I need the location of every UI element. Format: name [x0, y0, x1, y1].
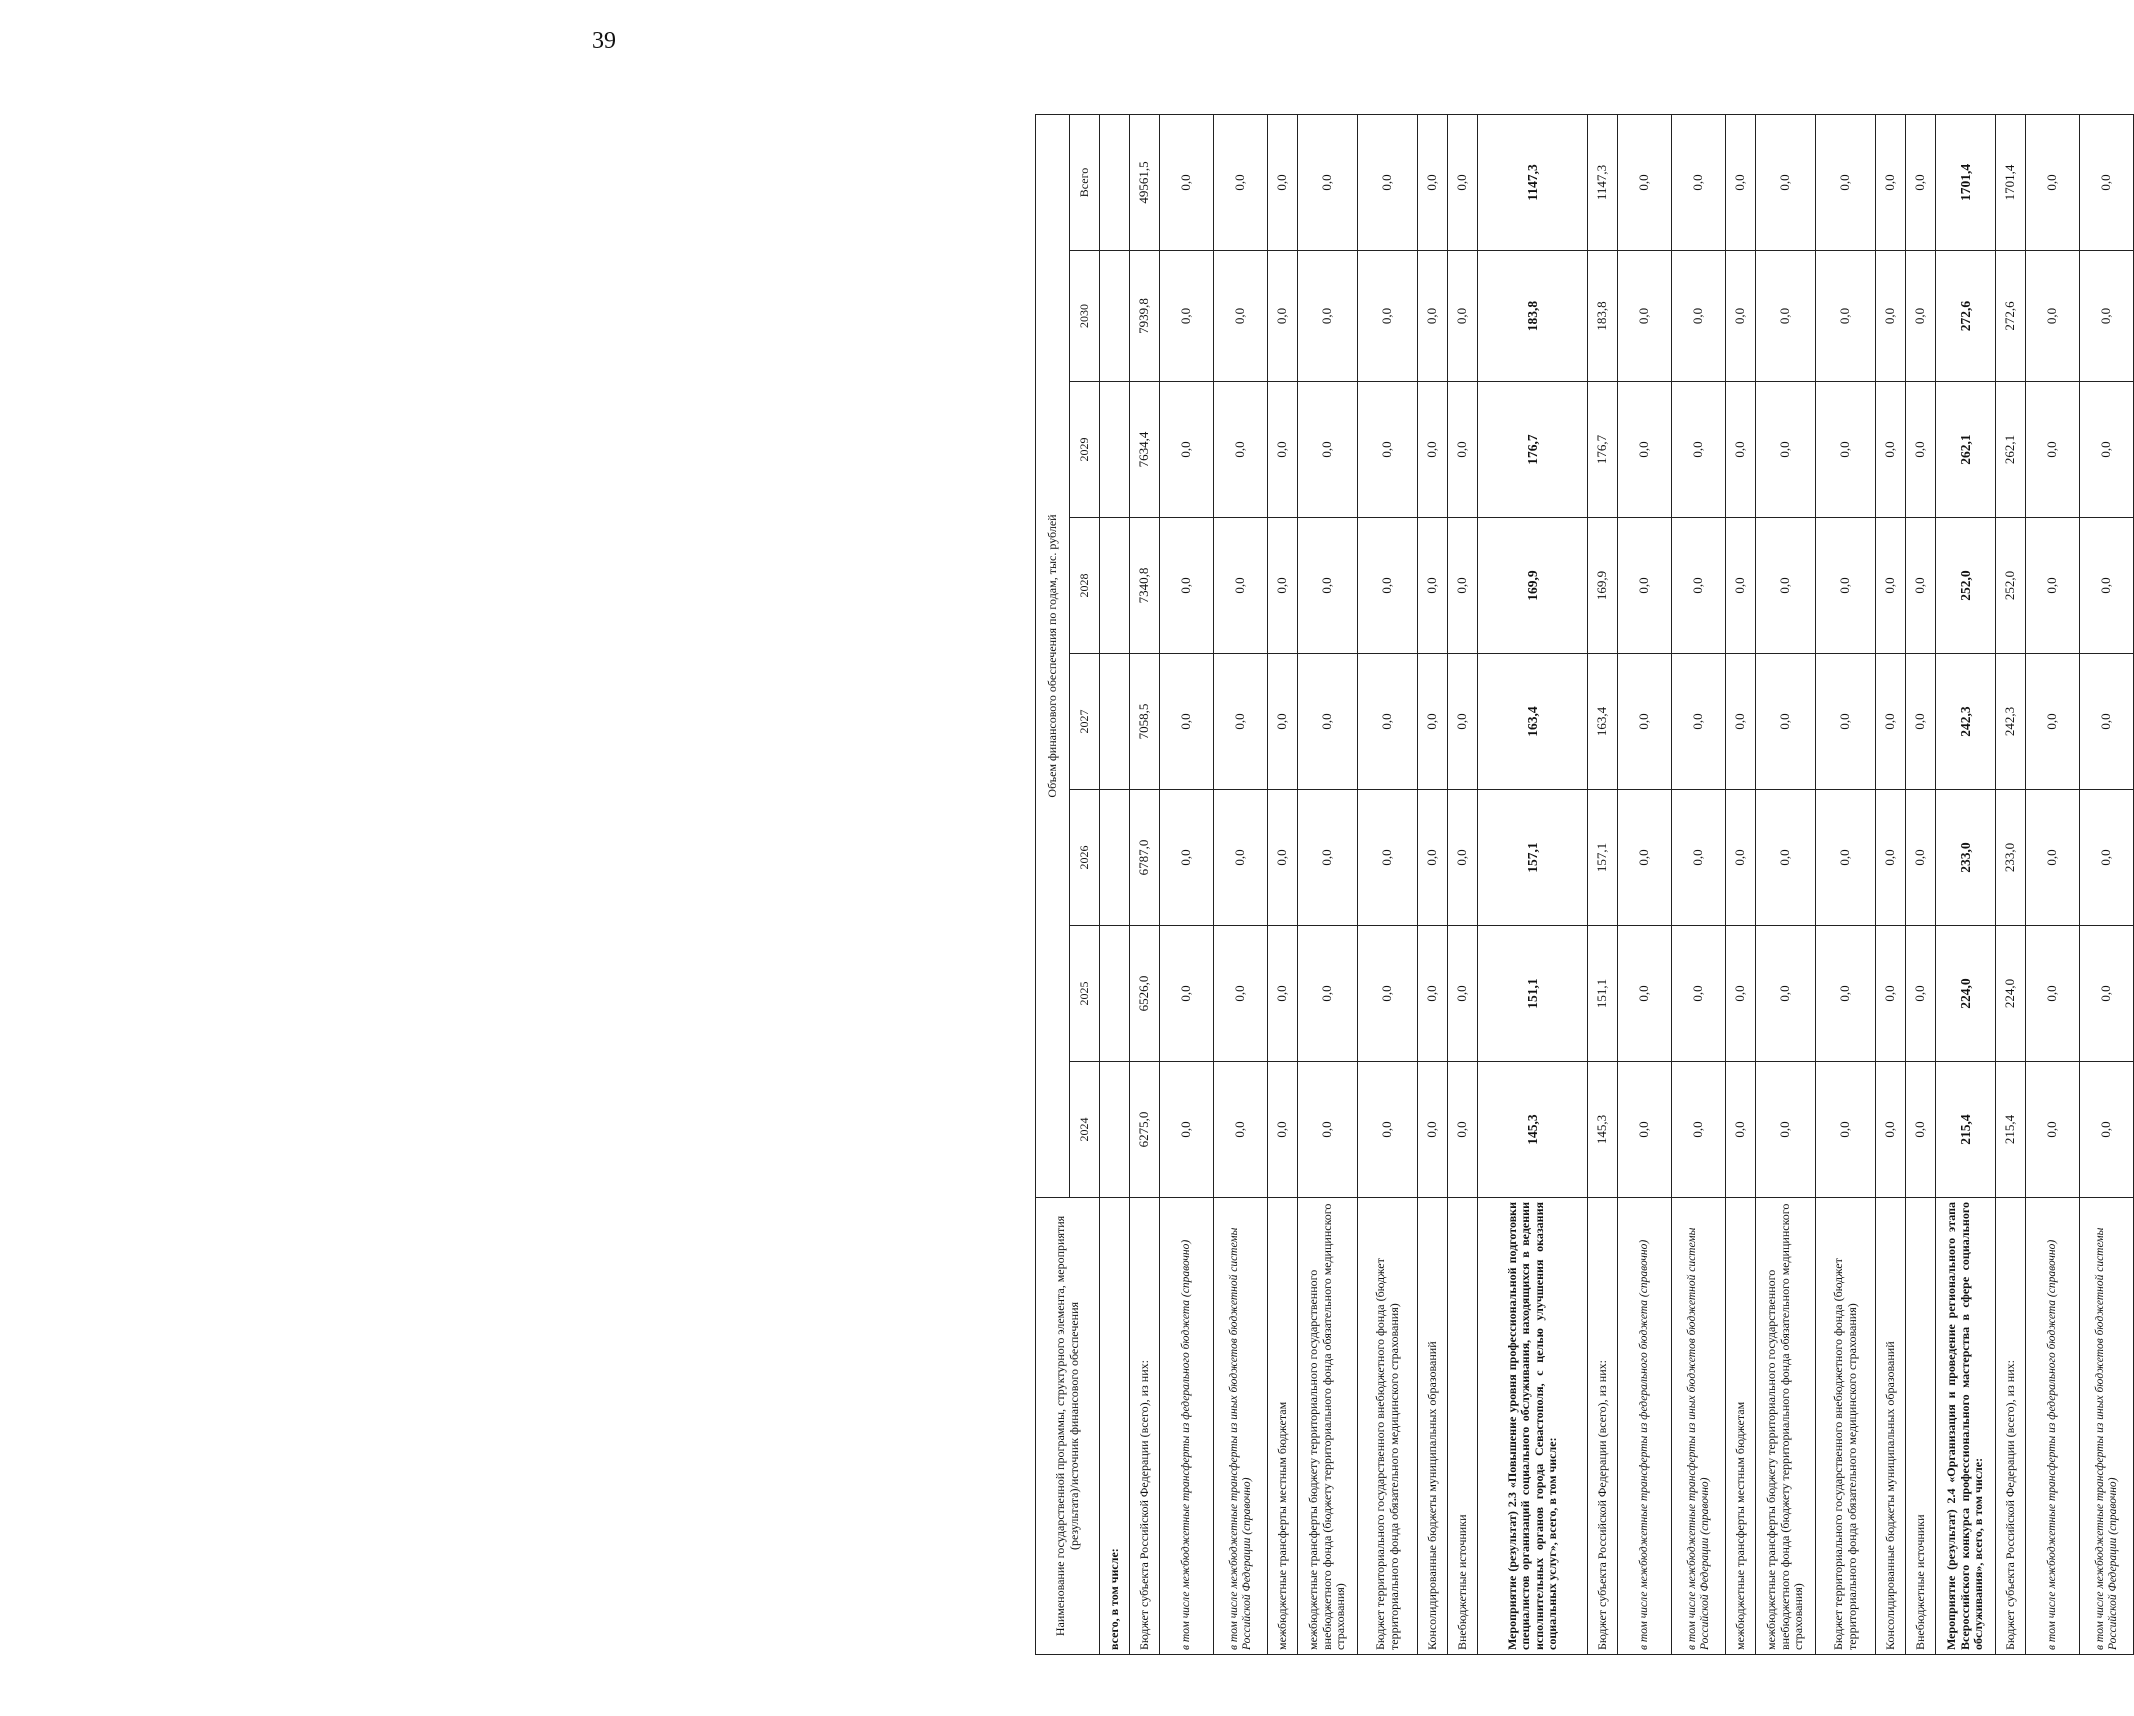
year-value-cell: 233,0: [1996, 790, 2026, 926]
total-cell: 0,0: [2026, 114, 2080, 250]
year-value-cell: 0,0: [1618, 926, 1672, 1062]
year-value-cell: 0,0: [1268, 654, 1298, 790]
year-value-cell: 7340,8: [1130, 518, 1160, 654]
total-cell: 0,0: [1298, 114, 1358, 250]
year-value-cell: 0,0: [1418, 518, 1448, 654]
year-value-cell: 0,0: [1418, 382, 1448, 518]
year-value-cell: 0,0: [1618, 654, 1672, 790]
table-row: [1672, 114, 1726, 1654]
table-row: [1418, 114, 1448, 1654]
year-value-cell: 0,0: [1672, 251, 1726, 382]
year-value-cell: 0,0: [1214, 251, 1268, 382]
year-value-cell: 0,0: [1298, 926, 1358, 1062]
row-label: межбюджетные трансферты бюджету территориального государственного внебюджетного фонда (бюджету территориального фонда обязательного медицинского страхования): [1756, 1198, 1816, 1655]
year-value-cell: 242,3: [1936, 654, 1996, 790]
year-value-cell: 0,0: [1726, 654, 1756, 790]
year-value-cell: 0,0: [1298, 382, 1358, 518]
year-value-cell: 169,9: [1588, 518, 1618, 654]
year-value-cell: 0,0: [1358, 790, 1418, 926]
row-label: в том числе межбюджетные трансферты из федерального бюджета (справочно): [1160, 1198, 1214, 1655]
year-value-cell: 0,0: [1298, 518, 1358, 654]
rotated-table-wrapper: [1035, 115, 2119, 1655]
table-row: [1448, 114, 1478, 1654]
year-value-cell: 0,0: [1618, 518, 1672, 654]
year-value-cell: 0,0: [1214, 518, 1268, 654]
year-value-cell: 0,0: [1618, 1062, 1672, 1198]
year-value-cell: 0,0: [1756, 790, 1816, 926]
year-value-cell: 0,0: [1358, 382, 1418, 518]
year-value-cell: 145,3: [1478, 1062, 1588, 1198]
total-cell: 0,0: [1160, 114, 1214, 250]
total-cell: [1100, 114, 1130, 250]
row-label: межбюджетные трансферты бюджету территориального государственного внебюджетного фонда (бюджету территориального фонда обязательного медицинского страхования): [1298, 1198, 1358, 1655]
total-cell: 0,0: [1906, 114, 1936, 250]
year-value-cell: 0,0: [2026, 1062, 2080, 1198]
year-value-cell: [1100, 518, 1130, 654]
year-value-cell: 0,0: [1906, 926, 1936, 1062]
year-value-cell: 0,0: [1816, 654, 1876, 790]
year-value-cell: 0,0: [1906, 382, 1936, 518]
table-row: [1358, 114, 1418, 1654]
year-value-cell: 224,0: [1936, 926, 1996, 1062]
year-value-cell: 163,4: [1588, 654, 1618, 790]
total-cell: 0,0: [1214, 114, 1268, 250]
year-value-cell: 176,7: [1588, 382, 1618, 518]
year-value-cell: 0,0: [2026, 926, 2080, 1062]
year-value-cell: 0,0: [1298, 251, 1358, 382]
table-row: [1618, 114, 1672, 1654]
year-header: 2024: [1070, 1062, 1100, 1198]
year-value-cell: 0,0: [1448, 790, 1478, 926]
row-label: всего, в том числе:: [1100, 1198, 1130, 1655]
year-value-cell: 0,0: [1358, 1062, 1418, 1198]
row-label: Бюджет территориального государственного внебюджетного фонда (бюджет территориального фонда обязательного медицинского страхования): [1358, 1198, 1418, 1655]
year-value-cell: 0,0: [1816, 518, 1876, 654]
year-value-cell: 0,0: [1726, 926, 1756, 1062]
total-cell: 0,0: [1816, 114, 1876, 250]
year-value-cell: 0,0: [1160, 654, 1214, 790]
total-header: Всего: [1070, 114, 1100, 250]
year-value-cell: 0,0: [2080, 382, 2134, 518]
table-row: [1876, 114, 1906, 1654]
year-value-cell: 0,0: [1418, 251, 1448, 382]
year-value-cell: 7939,8: [1130, 251, 1160, 382]
year-value-cell: 0,0: [1448, 251, 1478, 382]
year-value-cell: [1100, 1062, 1130, 1198]
row-label: Внебюджетные источники: [1906, 1198, 1936, 1655]
year-value-cell: 0,0: [2080, 654, 2134, 790]
year-value-cell: 0,0: [1448, 382, 1478, 518]
year-value-cell: 0,0: [1672, 790, 1726, 926]
year-value-cell: 0,0: [1160, 251, 1214, 382]
year-header: 2028: [1070, 518, 1100, 654]
year-value-cell: 0,0: [1816, 251, 1876, 382]
year-value-cell: 0,0: [1448, 1062, 1478, 1198]
year-value-cell: 7058,5: [1130, 654, 1160, 790]
year-value-cell: 0,0: [1876, 382, 1906, 518]
year-value-cell: 0,0: [1160, 790, 1214, 926]
year-value-cell: 0,0: [1876, 518, 1906, 654]
year-value-cell: 0,0: [1214, 790, 1268, 926]
year-value-cell: 0,0: [1214, 1062, 1268, 1198]
table-row: [1726, 114, 1756, 1654]
year-value-cell: 0,0: [1756, 382, 1816, 518]
row-label: Бюджет субъекта Российской Федерации (всего), из них:: [1588, 1198, 1618, 1655]
year-value-cell: 6275,0: [1130, 1062, 1160, 1198]
row-label: Консолидированные бюджеты муниципальных образований: [1418, 1198, 1448, 1655]
year-value-cell: [1100, 654, 1130, 790]
total-cell: 0,0: [1618, 114, 1672, 250]
table-row: [1478, 114, 1588, 1654]
year-value-cell: 224,0: [1996, 926, 2026, 1062]
year-value-cell: 0,0: [1726, 790, 1756, 926]
row-label: межбюджетные трансферты местным бюджетам: [1726, 1198, 1756, 1655]
year-value-cell: [1100, 251, 1130, 382]
year-value-cell: 0,0: [1906, 654, 1936, 790]
year-value-cell: 0,0: [2026, 251, 2080, 382]
year-value-cell: 0,0: [1726, 1062, 1756, 1198]
year-value-cell: 0,0: [1160, 382, 1214, 518]
year-value-cell: 0,0: [1214, 382, 1268, 518]
year-value-cell: 0,0: [1726, 518, 1756, 654]
total-cell: 0,0: [1756, 114, 1816, 250]
year-header: 2027: [1070, 654, 1100, 790]
table-row: [1936, 114, 1996, 1654]
year-value-cell: 0,0: [1358, 518, 1418, 654]
table-row: [1130, 114, 1160, 1654]
year-value-cell: 242,3: [1996, 654, 2026, 790]
year-value-cell: 0,0: [1358, 654, 1418, 790]
year-value-cell: 145,3: [1588, 1062, 1618, 1198]
year-value-cell: 215,4: [1996, 1062, 2026, 1198]
year-value-cell: 262,1: [1996, 382, 2026, 518]
year-value-cell: 0,0: [1816, 790, 1876, 926]
year-value-cell: 0,0: [1160, 1062, 1214, 1198]
total-cell: 0,0: [1876, 114, 1906, 250]
funding-header: Объем финансового обеспечения по годам, тыс. рублей: [1036, 114, 1070, 1197]
year-value-cell: 0,0: [2026, 382, 2080, 518]
year-value-cell: 0,0: [1358, 926, 1418, 1062]
row-label: Мероприятие (результат) 2.4 «Организация и проведение регионального этапа Всероссийского конкурса профессионального мастерства в сфере социального обслуживания», всего, в том числе:: [1936, 1198, 1996, 1655]
table-row: [1996, 114, 2026, 1654]
year-value-cell: 0,0: [1906, 1062, 1936, 1198]
row-label: межбюджетные трансферты местным бюджетам: [1268, 1198, 1298, 1655]
year-value-cell: 0,0: [1268, 1062, 1298, 1198]
table-row: [1588, 114, 1618, 1654]
row-label: в том числе межбюджетные трансферты из иных бюджетов бюджетной системы Российской Федерации (справочно): [1214, 1198, 1268, 1655]
year-value-cell: 157,1: [1478, 790, 1588, 926]
row-label: в том числе межбюджетные трансферты из федерального бюджета (справочно): [2026, 1198, 2080, 1655]
total-cell: 1147,3: [1588, 114, 1618, 250]
year-value-cell: 0,0: [1358, 251, 1418, 382]
year-value-cell: 0,0: [1298, 654, 1358, 790]
year-value-cell: 169,9: [1478, 518, 1588, 654]
year-value-cell: 6787,0: [1130, 790, 1160, 926]
year-value-cell: 0,0: [1906, 518, 1936, 654]
year-value-cell: 272,6: [1996, 251, 2026, 382]
year-value-cell: 0,0: [1672, 654, 1726, 790]
year-value-cell: 0,0: [2026, 518, 2080, 654]
year-value-cell: 0,0: [1726, 251, 1756, 382]
year-value-cell: 0,0: [1672, 382, 1726, 518]
row-label: Мероприятие (результат) 2.3 «Повышение уровня профессиональной подготовки специалистов организаций социального обслуживания, находящихся в ведении исполнительных органов города Севастополя, с целью улучшения оказания социальных услуг», всего, в том числе:: [1478, 1198, 1588, 1655]
year-value-cell: 0,0: [1816, 382, 1876, 518]
total-cell: 1701,4: [1996, 114, 2026, 250]
year-value-cell: 0,0: [1876, 926, 1906, 1062]
year-value-cell: 0,0: [1816, 926, 1876, 1062]
year-value-cell: 0,0: [1418, 790, 1448, 926]
year-value-cell: 0,0: [1448, 518, 1478, 654]
year-value-cell: 157,1: [1588, 790, 1618, 926]
year-value-cell: 0,0: [1448, 926, 1478, 1062]
year-value-cell: 151,1: [1588, 926, 1618, 1062]
total-cell: 0,0: [1358, 114, 1418, 250]
total-cell: 0,0: [1726, 114, 1756, 250]
year-value-cell: 0,0: [1418, 654, 1448, 790]
year-value-cell: 0,0: [1906, 790, 1936, 926]
total-cell: 0,0: [1672, 114, 1726, 250]
year-value-cell: 233,0: [1936, 790, 1996, 926]
year-value-cell: 0,0: [2026, 654, 2080, 790]
year-value-cell: 0,0: [1906, 251, 1936, 382]
table-row: [1160, 114, 1214, 1654]
row-label: Бюджет субъекта Российской Федерации (всего), из них:: [1130, 1198, 1160, 1655]
total-cell: 0,0: [1418, 114, 1448, 250]
row-label: Внебюджетные источники: [1448, 1198, 1478, 1655]
year-value-cell: 262,1: [1936, 382, 1996, 518]
table-row: [2026, 114, 2080, 1654]
year-value-cell: 0,0: [1876, 654, 1906, 790]
year-value-cell: 0,0: [2080, 1062, 2134, 1198]
table-row: [2080, 114, 2134, 1654]
table-row: [1906, 114, 1936, 1654]
row-label: в том числе межбюджетные трансферты из иных бюджетов бюджетной системы Российской Федерации (справочно): [2080, 1198, 2134, 1655]
table-row: [1298, 114, 1358, 1654]
year-value-cell: 0,0: [2080, 251, 2134, 382]
year-value-cell: 151,1: [1478, 926, 1588, 1062]
table-row: [1756, 114, 1816, 1654]
year-header: 2025: [1070, 926, 1100, 1062]
year-value-cell: 215,4: [1936, 1062, 1996, 1198]
year-value-cell: 0,0: [2080, 790, 2134, 926]
year-value-cell: 0,0: [1876, 251, 1906, 382]
year-value-cell: 0,0: [1160, 518, 1214, 654]
table-row: [1816, 114, 1876, 1654]
year-value-cell: 176,7: [1478, 382, 1588, 518]
year-value-cell: 0,0: [1448, 654, 1478, 790]
row-label: Бюджет субъекта Российской Федерации (всего), из них:: [1996, 1198, 2026, 1655]
year-header: 2026: [1070, 790, 1100, 926]
year-value-cell: 0,0: [2026, 790, 2080, 926]
year-value-cell: 0,0: [1298, 1062, 1358, 1198]
total-cell: 1147,3: [1478, 114, 1588, 250]
year-value-cell: 0,0: [1756, 1062, 1816, 1198]
row-label: Консолидированные бюджеты муниципальных образований: [1876, 1198, 1906, 1655]
year-header: 2029: [1070, 382, 1100, 518]
year-value-cell: 0,0: [1756, 926, 1816, 1062]
page-number: 39: [592, 28, 616, 54]
year-value-cell: 0,0: [1756, 654, 1816, 790]
row-label: в том числе межбюджетные трансферты из иных бюджетов бюджетной системы Российской Федерации (справочно): [1672, 1198, 1726, 1655]
total-cell: 1701,4: [1936, 114, 1996, 250]
table-body: [1100, 114, 2134, 1654]
year-value-cell: 183,8: [1478, 251, 1588, 382]
year-value-cell: 0,0: [1756, 518, 1816, 654]
total-cell: 49561,5: [1130, 114, 1160, 250]
row-label: в том числе межбюджетные трансферты из федерального бюджета (справочно): [1618, 1198, 1672, 1655]
year-header: 2030: [1070, 251, 1100, 382]
table-row: [1268, 114, 1298, 1654]
year-value-cell: 0,0: [1418, 926, 1448, 1062]
year-value-cell: 183,8: [1588, 251, 1618, 382]
year-value-cell: 163,4: [1478, 654, 1588, 790]
funding-table: [1035, 114, 2134, 1655]
table-row: [1214, 114, 1268, 1654]
year-value-cell: 0,0: [1756, 251, 1816, 382]
year-value-cell: 0,0: [1268, 518, 1298, 654]
year-value-cell: 0,0: [1214, 654, 1268, 790]
year-value-cell: 0,0: [1268, 382, 1298, 518]
year-value-cell: 0,0: [1672, 926, 1726, 1062]
year-value-cell: [1100, 790, 1130, 926]
year-value-cell: 0,0: [1618, 790, 1672, 926]
total-cell: 0,0: [1268, 114, 1298, 250]
year-value-cell: 0,0: [1876, 790, 1906, 926]
year-value-cell: 0,0: [1672, 1062, 1726, 1198]
year-value-cell: 272,6: [1936, 251, 1996, 382]
year-value-cell: 0,0: [1160, 926, 1214, 1062]
total-cell: 0,0: [2080, 114, 2134, 250]
year-value-cell: 6526,0: [1130, 926, 1160, 1062]
year-value-cell: 252,0: [1936, 518, 1996, 654]
year-value-cell: 0,0: [2080, 926, 2134, 1062]
year-value-cell: 0,0: [1618, 251, 1672, 382]
year-value-cell: 0,0: [1618, 382, 1672, 518]
year-value-cell: 7634,4: [1130, 382, 1160, 518]
year-value-cell: 0,0: [1876, 1062, 1906, 1198]
year-value-cell: [1100, 926, 1130, 1062]
year-value-cell: 0,0: [1268, 926, 1298, 1062]
year-value-cell: 0,0: [1298, 790, 1358, 926]
total-cell: 0,0: [1448, 114, 1478, 250]
name-column-header: Наименование государственной программы, структурного элемента, мероприятия (результата)/источник финансового обеспечения: [1036, 1198, 1100, 1655]
year-value-cell: 0,0: [1214, 926, 1268, 1062]
year-value-cell: 252,0: [1996, 518, 2026, 654]
year-value-cell: 0,0: [2080, 518, 2134, 654]
row-label: Бюджет территориального государственного внебюджетного фонда (бюджет территориального фонда обязательного медицинского страхования): [1816, 1198, 1876, 1655]
year-value-cell: 0,0: [1816, 1062, 1876, 1198]
year-value-cell: 0,0: [1268, 251, 1298, 382]
year-value-cell: 0,0: [1726, 382, 1756, 518]
year-value-cell: 0,0: [1268, 790, 1298, 926]
year-value-cell: [1100, 382, 1130, 518]
table-row: [1100, 114, 1130, 1654]
year-value-cell: 0,0: [1672, 518, 1726, 654]
year-value-cell: 0,0: [1418, 1062, 1448, 1198]
